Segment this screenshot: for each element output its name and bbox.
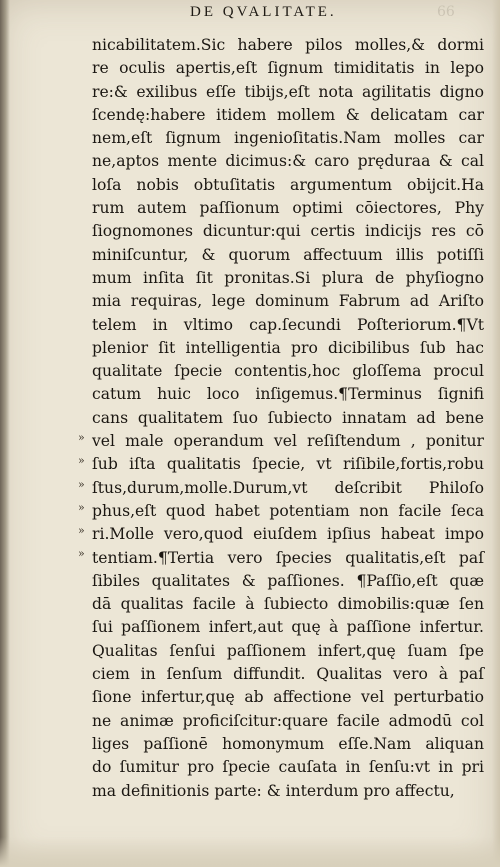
text-line: ſibiles qualitates & paſſiones. ¶Paſſio,eſt quæ <box>92 571 484 590</box>
text-line: mum inſita ſit pronitas.Si plura de phyſiogno <box>92 268 484 287</box>
text-line: do ſumitur pro ſpecie cauſata in ſenſu:vt in pri <box>92 758 484 777</box>
text-line: ſtus,durum,molle.Durum,vt deſcribit Philoſo <box>92 478 484 497</box>
text-line: telem in vltimo cap.ſecundi Poſteriorum.¶Vt <box>92 315 484 334</box>
text-line: Qualitas ſenſui paſſionem infert,quę ſuam ſpe <box>92 641 484 660</box>
margin-mark: » <box>78 431 85 444</box>
text-line: liges paſſionē homonymum eſſe.Nam aliquan <box>92 734 484 753</box>
text-line: ciem in ſenſum diffundit. Qualitas vero à paſ <box>92 665 484 684</box>
text-line: loſa nobis obtuſitatis argumentum obijcit.Ha <box>92 175 484 194</box>
text-line: ri.Molle vero,quod eiuſdem ipſius habeat impo <box>92 525 484 544</box>
text-line: catum huic loco inſigemus.¶Terminus ſignifi <box>92 385 484 404</box>
text-line: ne animæ proficiſcitur:quare facile admodū col <box>92 711 484 730</box>
text-line: ne,aptos mente dicimus:& caro pręduraa & cal <box>92 152 484 171</box>
text-line: cans qualitatem ſuo ſubiecto innatam ad bene <box>92 408 484 427</box>
margin-mark: » <box>78 524 85 538</box>
text-line: re:& exilibus eſſe tibijs,eſt nota agilitatis digno <box>92 82 484 101</box>
text-line: nem,eſt ſignum ingenioſitatis.Nam molles car <box>92 129 484 148</box>
margin-mark: » <box>78 477 85 491</box>
text-line: ſione infertur,quę ab affectione vel perturbatio <box>92 688 484 707</box>
page-bottom-edge <box>0 837 500 867</box>
text-line: mia requiras, lege dominum Fabrum ad Ariſto <box>92 292 484 311</box>
text-line: rum autem paſſionum optimi cōiectores, Phy <box>92 199 484 218</box>
margin-mark: » <box>78 454 85 468</box>
text-line: ſui paſſionem infert,aut quę à paſſione infertur. <box>92 618 484 637</box>
text-line: ma definitionis parte: & interdum pro affectu, <box>92 781 455 800</box>
page-number: 66 <box>437 4 455 20</box>
text-line: tentiam.¶Tertia vero ſpecies qualitatis,eſt paſ <box>92 548 484 567</box>
body-text <box>92 34 484 803</box>
text-line: nicabilitatem.Sic habere pilos molles,& dormi <box>92 36 484 54</box>
page-edge <box>492 0 500 867</box>
page-gutter-shadow <box>0 0 10 867</box>
text-line: re oculis apertis,eſt ſignum timiditatis in lepo <box>92 59 484 78</box>
text-line: miniſcuntur, & quorum affectuum illis potiſſi <box>92 245 484 264</box>
margin-mark: » <box>78 500 85 514</box>
text-line: ſub iſta qualitatis ſpecie, vt riſibile,fortis,robu <box>92 455 484 474</box>
text-line: ſiognomones dicuntur:qui certis indicijs res cō <box>92 222 484 241</box>
running-title: DE QVALITATE. <box>190 4 337 20</box>
text-line: ſcendę:habere itidem mollem & delicatam car <box>92 105 484 124</box>
margin-mark: » <box>78 547 85 561</box>
text-line: vel male operandum vel reſiſtendum , ponitur <box>92 432 484 451</box>
text-line: phus,eſt quod habet potentiam non facile ſeca <box>92 501 484 520</box>
text-line: qualitate ſpecie contentis,hoc gloſſema procul <box>92 362 484 381</box>
margin-quotation-marks <box>78 426 92 566</box>
text-line: plenior ſit intelligentia pro dicibilibus ſub hac <box>92 338 484 357</box>
text-line: dā qualitas facile à ſubiecto dimobilis:quæ ſen <box>92 595 484 614</box>
